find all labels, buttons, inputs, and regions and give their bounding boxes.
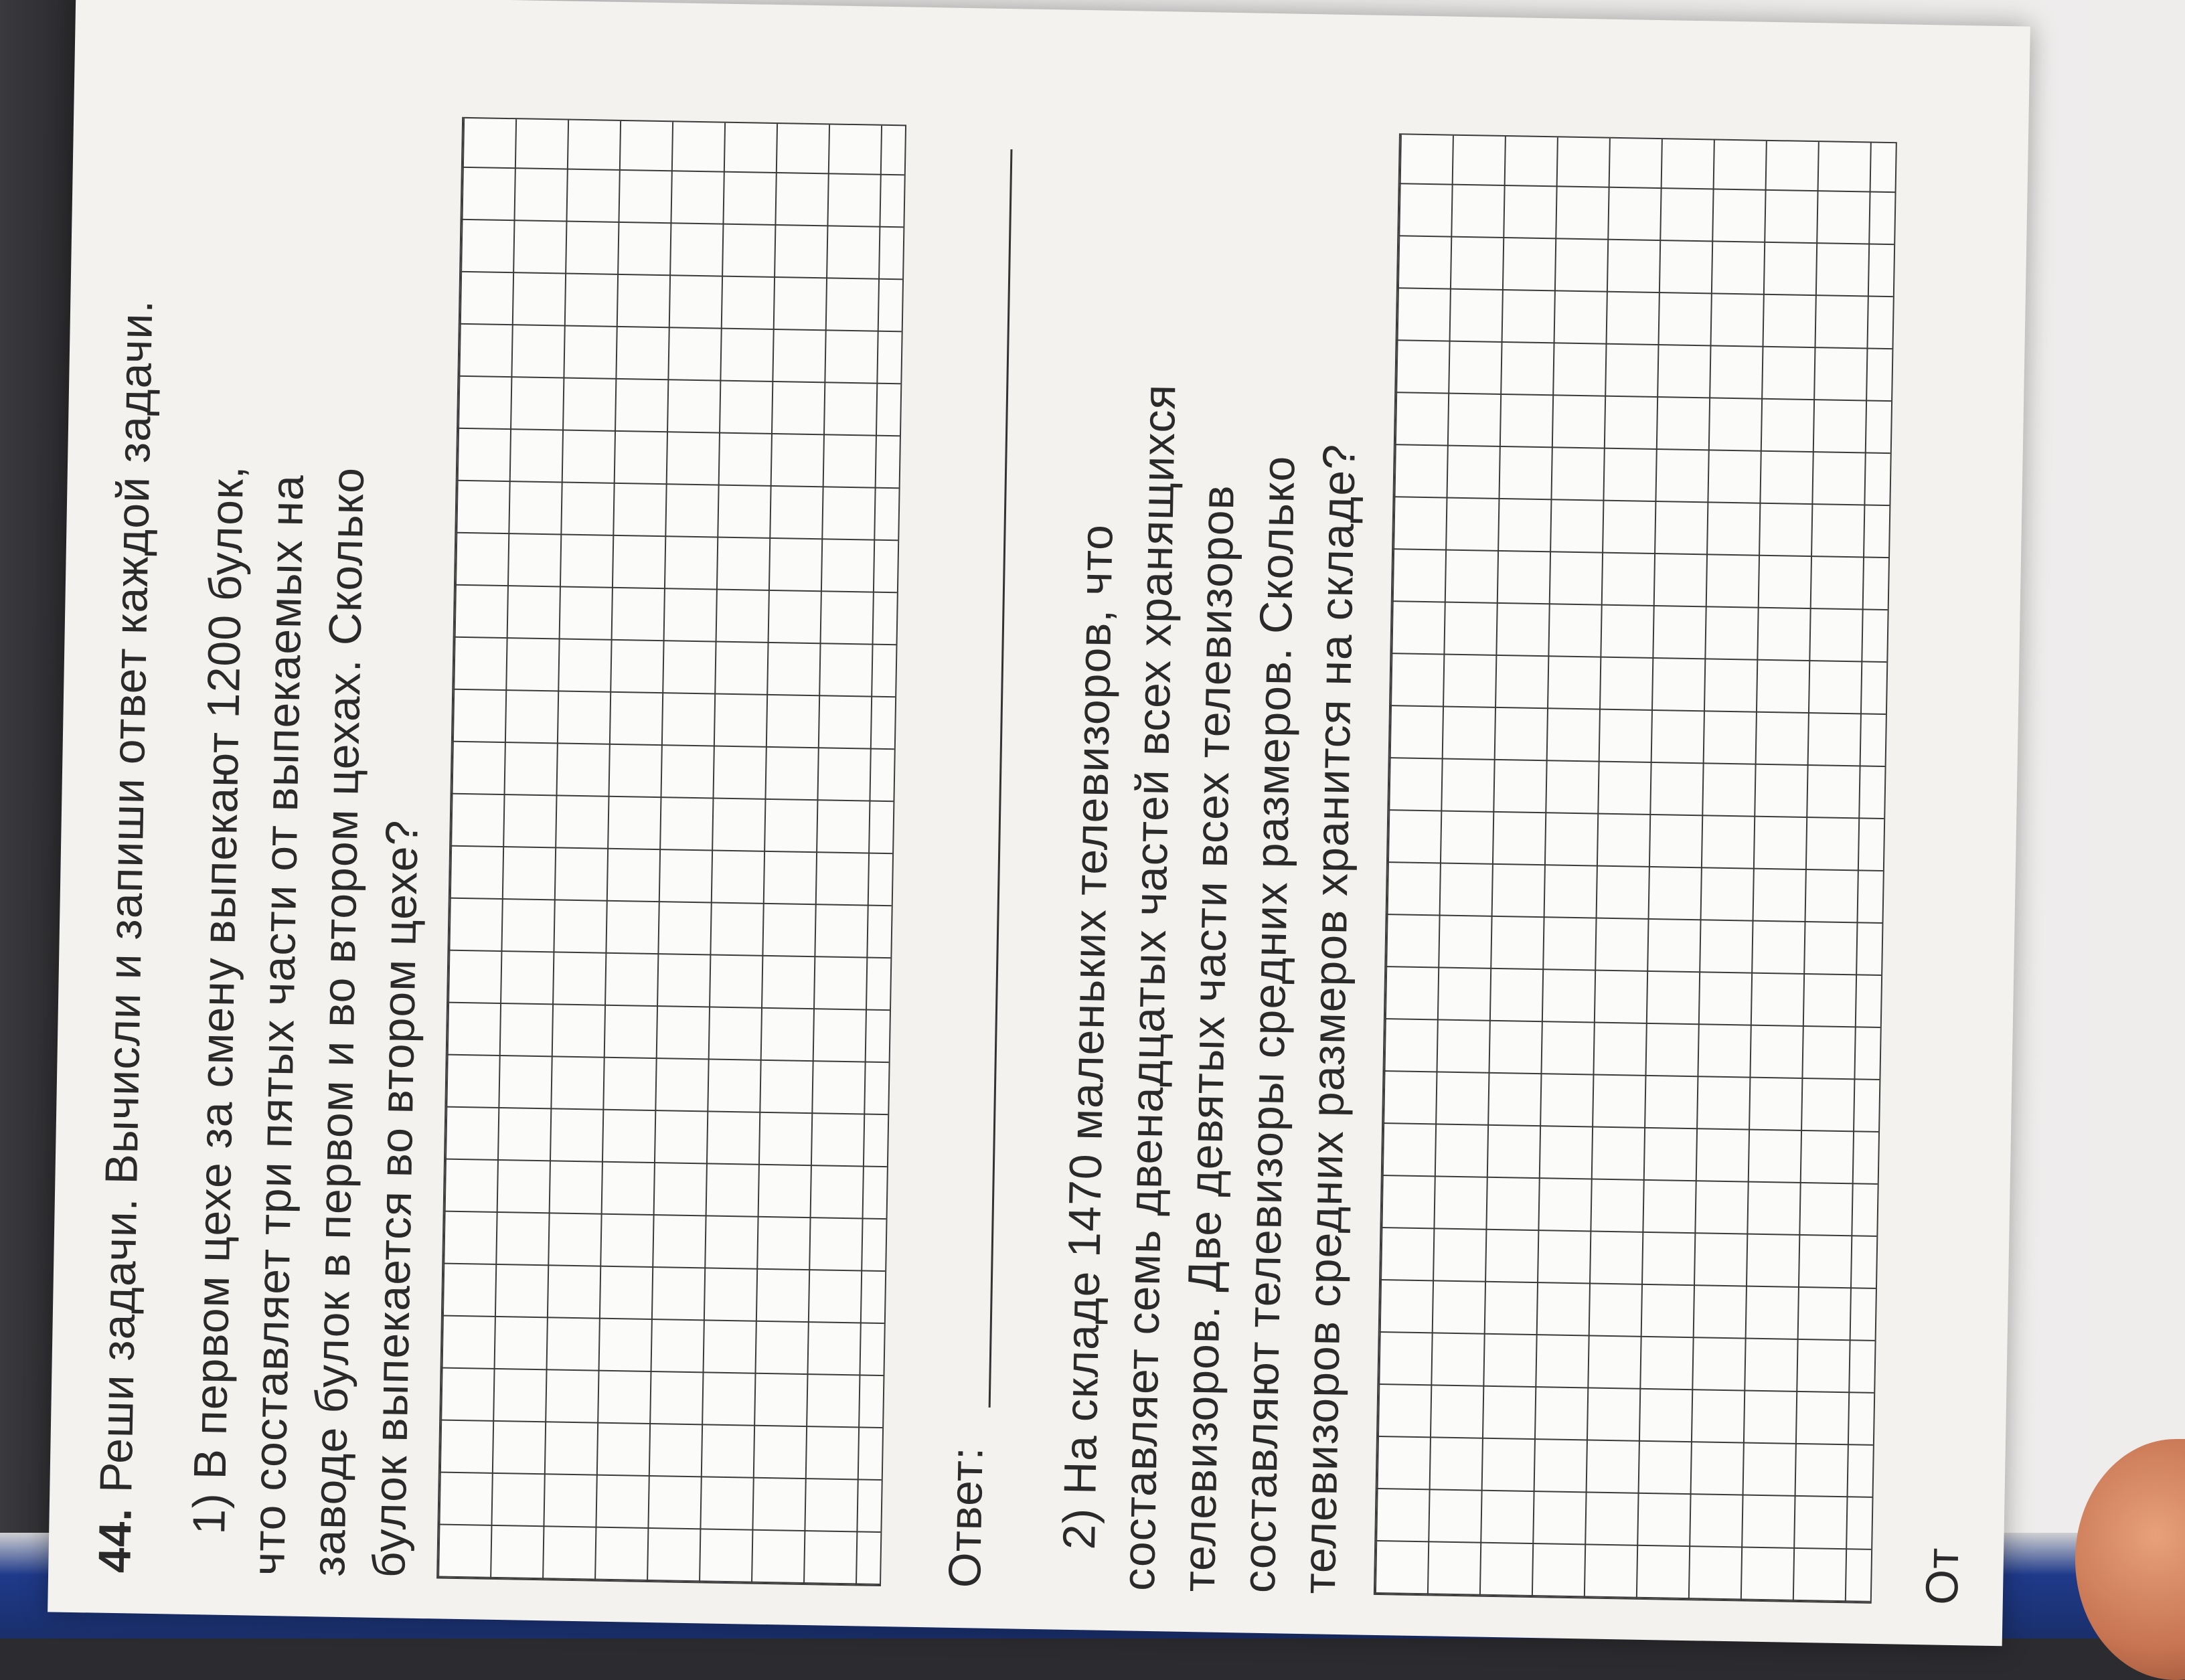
- problem2-line-3: телевизоров. Две девятых части всех телевизоров: [1173, 484, 1244, 1593]
- problem2-line-1: 2) На складе 1470 маленьких телевизоров, что: [1053, 523, 1123, 1550]
- answer1-label: Ответ:: [939, 1446, 993, 1588]
- problem1-line-2: что составляет три пятых части от выпекаемых на: [243, 474, 313, 1576]
- answer2-label: От: [1916, 1547, 1969, 1606]
- solution-grid-1: [436, 117, 906, 1586]
- problem2-line-2: составляет семь двенадцатых частей всех хранящихся: [1113, 384, 1186, 1592]
- problem1-line-1: 1) В первом цехе за смену выпекают 1200 булок,: [183, 465, 254, 1535]
- problem2-line-5: телевизоров средних размеров хранится на складе?: [1293, 443, 1365, 1595]
- problem1-line-4: булок выпекается во втором цехе?: [363, 819, 428, 1578]
- workbook-page: [48, 0, 2030, 1646]
- exercise-number: 44.: [89, 1507, 141, 1574]
- page-content: [48, 0, 2030, 1646]
- problem2-line-4: составляют телевизоры средних размеров. Сколько: [1233, 454, 1305, 1594]
- exercise-instruction: Реши задачи. Вычисли и запиши ответ каждой задачи.: [90, 299, 163, 1493]
- problem1-line-3: заводе булок в первом и во втором цехах. Сколько: [303, 467, 374, 1578]
- answer1-line: [989, 149, 1013, 1408]
- solution-grid-2: [1374, 133, 1897, 1604]
